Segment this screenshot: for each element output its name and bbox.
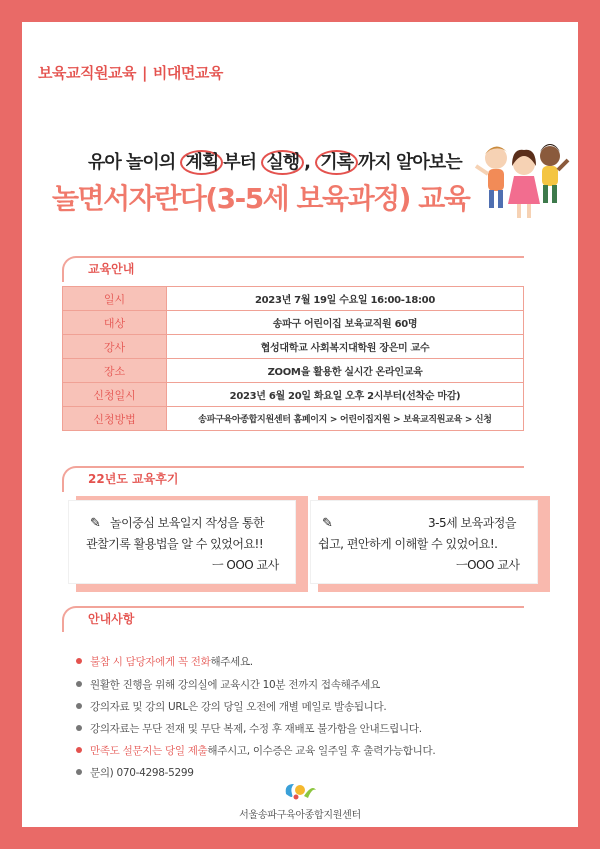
organization-name: 서울송파구육아종합지원센터 [239,810,361,821]
review-section-heading [62,466,222,492]
bullet-dot [76,658,82,664]
notice-section-divider [190,606,524,608]
bullet-dot [76,725,82,731]
category-left: 보육교직원교육 [38,64,136,82]
notice-section-heading [62,606,192,632]
sub-title-part: 유아 놀이의 [88,152,181,173]
info-label: 일시 [63,287,167,311]
info-section-divider [210,256,524,258]
bullet-dot [76,703,82,709]
sub-title-circled: 기록 [315,150,358,175]
notice-text: 문의) 070-4298-5299 [90,767,194,779]
info-value: 송파구 어린이집 보육교직원 60명 [167,311,524,335]
notice-item [90,654,253,669]
table-row [63,359,524,383]
table-row [63,311,524,335]
sub-title [88,148,462,174]
pencil-icon: ✎ [90,516,101,531]
table-row [63,335,524,359]
table-row [63,287,524,311]
review-section-title: 22년도 교육후기 [88,472,179,486]
notice-section-title: 안내사항 [88,612,135,626]
info-value: 송파구육아종합지원센터 홈페이지 > 어린이집지원 > 보육교직원교육 > 신청 [167,407,524,431]
info-label: 신청일시 [63,383,167,407]
child-boy-right [540,144,568,203]
notice-item [90,721,422,736]
child-boy-left [476,146,507,208]
category-header [38,62,223,83]
review-line: 관찰기록 활용법을 알 수 있었어요!! [86,537,264,551]
notice-text: 해주시고, 이수증은 교육 일주일 후 출력가능합니다. [207,745,436,757]
sub-title-part: 까지 알아보는 [357,152,462,173]
notice-item [90,699,386,714]
info-value: 2023년 7월 19일 수요일 16:00-18:00 [167,287,524,311]
info-value: ZOOM을 활용한 실시간 온라인교육 [167,359,524,383]
info-label: 강사 [63,335,167,359]
notice-highlight: 만족도 설문지는 당일 제출 [90,745,208,757]
review-author: ㅡ OOO 교사 [212,558,279,572]
category-right: 비대면교육 [152,64,223,82]
info-table [62,286,524,431]
info-label: 장소 [63,359,167,383]
sub-title-circled: 계획 [180,150,223,175]
bullet-dot [76,681,82,687]
notice-text: 해주세요. [210,656,253,668]
info-value: 협성대학교 사회복지대학원 장은미 교수 [167,335,524,359]
pencil-icon: ✎ [322,516,333,531]
review-line: 3-5세 보육과정을 [428,516,516,530]
sub-title-part: 부터 [223,152,262,173]
notice-item [90,765,194,780]
info-section-heading [62,256,212,282]
table-row [63,383,524,407]
table-row [63,407,524,431]
notice-text: 원활한 진행을 위해 강의실에 교육시간 10분 전까지 접속해주세요 [90,679,380,691]
review-line: 쉽고, 편안하게 이해할 수 있었어요!. [318,537,498,551]
center-logo-icon [282,780,318,802]
notice-text: 강의자료 및 강의 URL은 강의 당일 오전에 개별 메일로 발송됩니다. [90,701,387,713]
bullet-dot [76,769,82,775]
notice-text: 강의자료는 무단 전재 및 무단 복제, 수정 후 재배포 불가함을 안내드립니다. [90,723,422,735]
info-section-title: 교육안내 [88,262,135,276]
info-value: 2023년 6월 20일 화요일 오후 2시부터(선착순 마감) [167,383,524,407]
review-section-divider [220,466,524,468]
review-line: 놀이중심 보육일지 작성을 통한 [110,516,265,530]
info-label: 신청방법 [63,407,167,431]
child-girl-middle [508,150,540,218]
bullet-dot [76,747,82,753]
category-separator: | [141,64,147,82]
main-title: 놀면서자란다(3-5세 보육과정) 교육 [52,182,470,215]
notice-item [90,743,435,758]
children-illustration [470,130,570,225]
sub-title-part: , [304,152,316,173]
notice-highlight: 불참 시 담당자에게 꼭 전화 [90,656,211,668]
notice-item [90,677,380,692]
sub-title-circled: 실행 [261,150,304,175]
review-author: ㅡOOO 교사 [456,558,520,572]
info-label: 대상 [63,311,167,335]
